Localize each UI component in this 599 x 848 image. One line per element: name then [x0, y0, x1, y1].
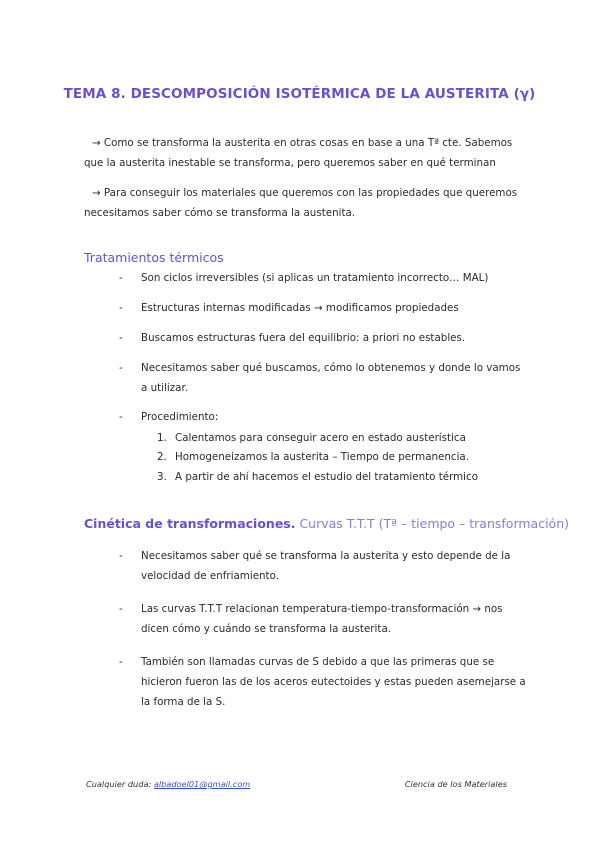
numbered-step-1 [157, 428, 527, 448]
bullet-dash: - [119, 302, 123, 314]
bullet-text-continued: hicieron fueron las de los aceros eutectoides y estas pueden asemejarse a [141, 676, 526, 688]
bullet-text-continued: la forma de la S. [141, 696, 226, 708]
bullet-text: Buscamos estructuras fuera del equilibrio: a priori no estables. [141, 332, 466, 344]
bullet-dash: - [119, 411, 123, 423]
intro-paragraph-1 [84, 133, 524, 173]
list-item [119, 546, 529, 586]
bullet-text-continued: dicen cómo y cuándo se transforma la austerita. [141, 623, 392, 635]
intro-1-line-1: → Como se transforma la austerita en otras cosas en base a una Tª cte. Sabemos [92, 137, 513, 149]
footer-contact-label: Cualquier duda: [86, 779, 154, 789]
bullet-dash: - [119, 550, 123, 562]
section-heading-tratamientos: Tratamientos térmicos [84, 250, 224, 265]
list-item [119, 652, 529, 712]
intro-2-line-1: → Para conseguir los materiales que queremos con las propiedades que queremos [92, 187, 518, 199]
bullet-text-continued: a utilizar. [141, 382, 189, 394]
section-heading-light: Curvas T.T.T (Tª – tiempo – transformación) [295, 516, 570, 531]
bullet-text: Necesitamos saber qué buscamos, cómo lo obtenemos y donde lo vamos [141, 362, 521, 374]
list-item [119, 298, 529, 318]
numbered-step-3 [157, 467, 527, 487]
bullet-dash: - [119, 603, 123, 615]
bullet-text-continued: velocidad de enfriamiento. [141, 570, 279, 582]
step-text: Homogeneizamos la austerita – Tiempo de permanencia. [175, 451, 470, 463]
step-number: 1. [157, 432, 167, 444]
step-number: 2. [157, 451, 167, 463]
page-title: TEMA 8. DESCOMPOSICIÓN ISOTÉRMICA DE LA AUSTERITA (γ) [63, 86, 536, 102]
footer-course-name: Ciencia de los Materiales [404, 779, 507, 789]
bullet-text: Estructuras internas modificadas → modificamos propiedades [141, 302, 459, 314]
list-item [119, 407, 529, 427]
list-item [119, 599, 529, 639]
bullet-text: Las curvas T.T.T relacionan temperatura-tiempo-transformación → nos [141, 603, 503, 615]
section-heading-cinetica [84, 516, 569, 531]
list-item [119, 358, 529, 398]
intro-paragraph-2 [84, 183, 524, 223]
step-text: Calentamos para conseguir acero en estado austerística [175, 432, 466, 444]
list-item [119, 268, 529, 288]
bullet-dash: - [119, 362, 123, 374]
section-heading-strong: Cinética de transformaciones. [84, 516, 296, 531]
bullet-dash: - [119, 332, 123, 344]
intro-2-line-2: necesitamos saber cómo se transforma la austenita. [84, 207, 356, 219]
footer-contact [86, 779, 250, 789]
intro-1-line-2: que la austerita inestable se transforma, pero queremos saber en qué terminan [84, 157, 496, 169]
step-number: 3. [157, 471, 167, 483]
bullet-dash: - [119, 272, 123, 284]
bullet-text: Procedimiento: [141, 411, 219, 423]
bullet-text: Son ciclos irreversibles (si aplicas un tratamiento incorrecto… MAL) [141, 272, 489, 284]
numbered-step-2 [157, 447, 527, 467]
bullet-text: También son llamadas curvas de S debido a que las primeras que se [141, 656, 495, 668]
bullet-dash: - [119, 656, 123, 668]
email-link[interactable]: albadoel01@gmail.com [153, 779, 251, 789]
step-text: A partir de ahí hacemos el estudio del tratamiento térmico [175, 471, 478, 483]
bullet-text: Necesitamos saber qué se transforma la austerita y esto depende de la [141, 550, 511, 562]
list-item [119, 328, 529, 348]
